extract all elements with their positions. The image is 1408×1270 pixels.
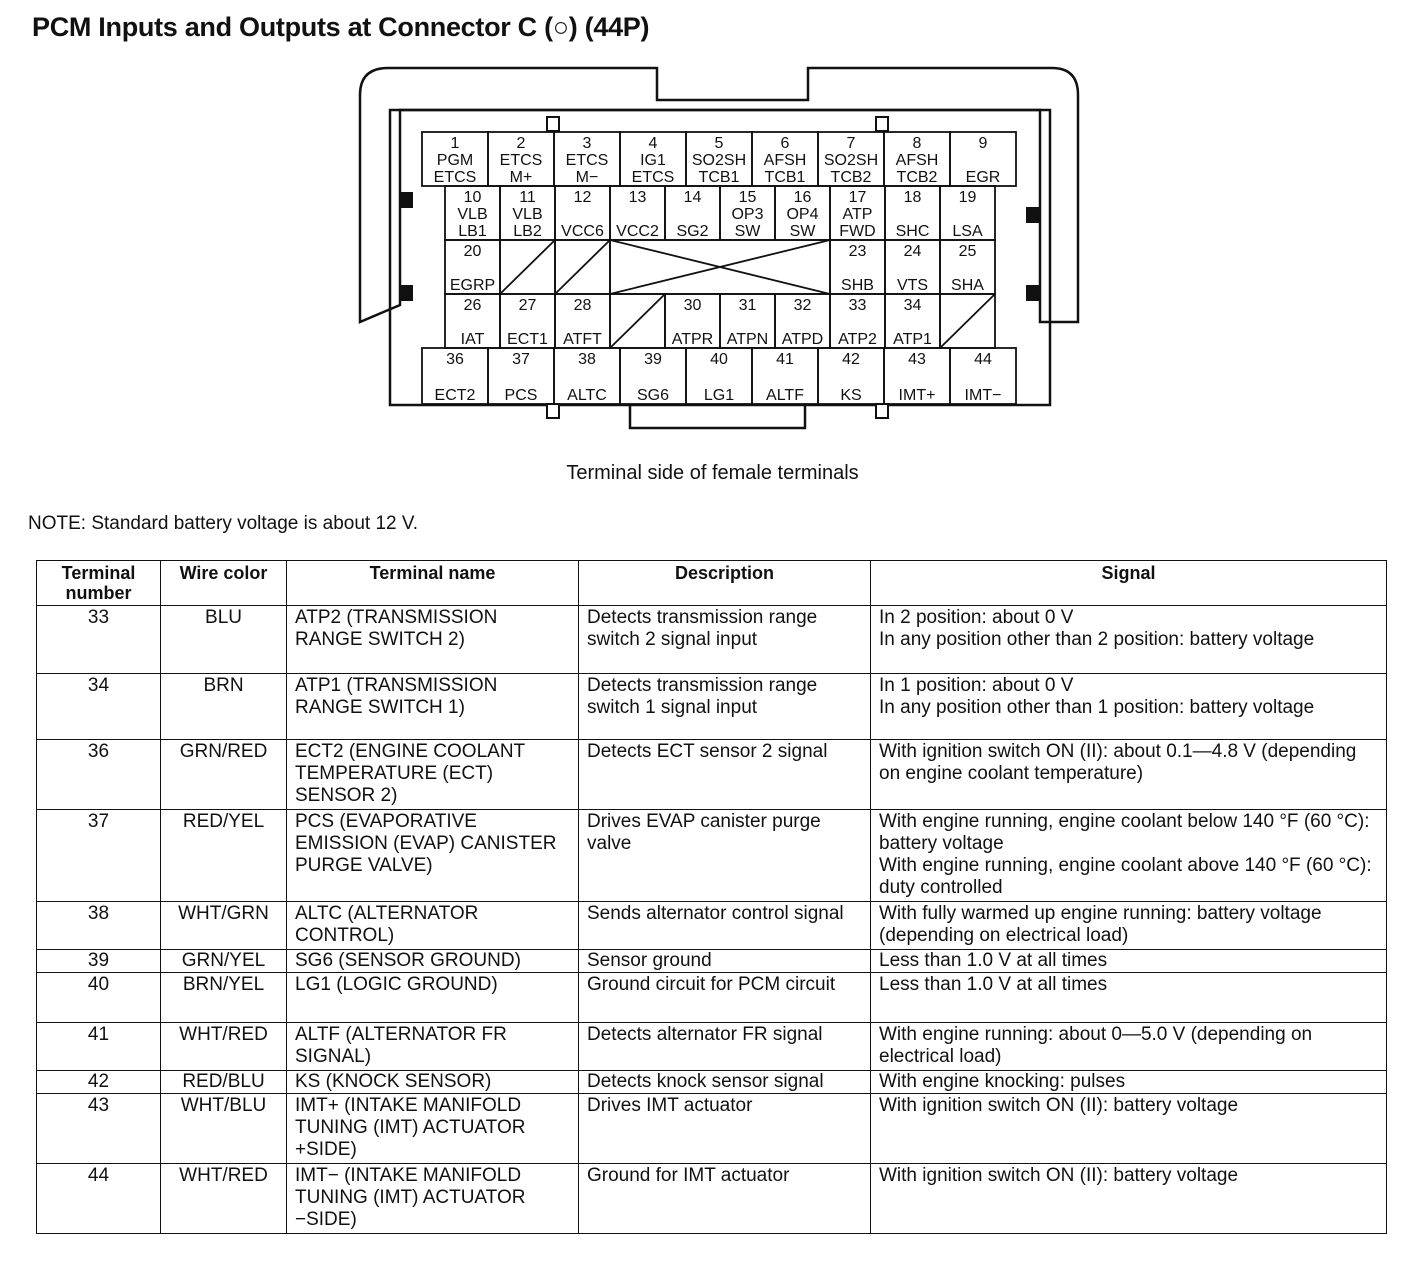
terminal-label: SHB [841, 277, 874, 294]
cell-num: 36 [37, 740, 161, 810]
terminal-label: ETCS [499, 152, 543, 169]
terminal-number: 41 [776, 351, 794, 368]
table-row [37, 674, 1387, 740]
terminal-number: 2 [516, 135, 526, 152]
table-row [37, 902, 1387, 950]
table-row [37, 1071, 1387, 1094]
terminal-number: 10 [463, 189, 482, 206]
blank-slot-mark [500, 240, 555, 294]
signal-line: With engine knocking: pulses [879, 1071, 1126, 1092]
terminal-label: SW [789, 223, 816, 240]
cell-desc: Sends alternator control signal [579, 902, 871, 950]
table-row [37, 1023, 1387, 1071]
cell-desc: Sensor ground [579, 950, 871, 973]
table-row [37, 1164, 1387, 1234]
cell-desc: Ground for IMT actuator [579, 1164, 871, 1234]
terminal-label: KS [840, 387, 862, 404]
cell-color: WHT/GRN [161, 902, 287, 950]
terminal-label: SHC [895, 223, 930, 240]
cell-desc: Detects alternator FR signal [579, 1023, 871, 1071]
terminal-label: VCC2 [616, 223, 659, 240]
signal-line: Less than 1.0 V at all times [879, 974, 1108, 995]
cell-signal [871, 1023, 1387, 1071]
cell-num: 40 [37, 973, 161, 1023]
cell-num: 42 [37, 1071, 161, 1094]
signal-line: In 1 position: about 0 V [879, 675, 1074, 696]
cell-desc: Detects transmission range switch 1 signal input [579, 674, 871, 740]
signal-line: With ignition switch ON (II): about 0.1—4.8 V (depending on engine coolant temperature) [879, 741, 1357, 784]
cell-color: BRN/YEL [161, 973, 287, 1023]
cell-num: 34 [37, 674, 161, 740]
terminal-number: 17 [848, 189, 867, 206]
terminal-label: M− [575, 169, 599, 186]
terminal-label: TCB2 [830, 169, 872, 186]
header-terminal-name: Terminal name [287, 561, 579, 606]
terminal-label: ALTC [567, 387, 607, 404]
terminal-number: 42 [842, 351, 860, 368]
terminal-label: OP3 [731, 206, 764, 223]
terminal-label: SG6 [636, 387, 670, 404]
table-row [37, 606, 1387, 674]
terminal-label: AFSH [895, 152, 939, 169]
cell-name: ATP2 (TRANSMISSION RANGE SWITCH 2) [287, 606, 579, 674]
terminal-label: VLB [512, 206, 543, 223]
cell-num: 37 [37, 810, 161, 902]
terminal-number: 33 [848, 297, 867, 314]
terminal-label: SO2SH [823, 152, 879, 169]
terminal-label: TCB1 [698, 169, 740, 186]
table-row [37, 973, 1387, 1023]
cell-color: RED/BLU [161, 1071, 287, 1094]
terminal-label: ETCS [433, 169, 477, 186]
terminal-number: 3 [582, 135, 592, 152]
terminal-label: ATPR [671, 331, 714, 348]
terminal-number: 6 [780, 135, 790, 152]
terminal-number: 7 [846, 135, 856, 152]
signal-line: With ignition switch ON (II): battery voltage [879, 1165, 1239, 1186]
terminal-label: EGRP [449, 277, 496, 294]
voltage-note: NOTE: Standard battery voltage is about 12 V. [28, 513, 419, 534]
cell-name: ALTF (ALTERNATOR FR SIGNAL) [287, 1023, 579, 1071]
terminal-number: 31 [738, 297, 757, 314]
terminal-label: SO2SH [691, 152, 747, 169]
terminal-number: 36 [446, 351, 464, 368]
terminal-label: TCB2 [896, 169, 938, 186]
header-description: Description [579, 561, 871, 606]
connector-diagram [0, 0, 1408, 460]
terminal-label: ATFT [563, 331, 602, 348]
terminal-number: 39 [644, 351, 662, 368]
cell-name: IMT− (INTAKE MANIFOLD TUNING (IMT) ACTUATOR −SIDE) [287, 1164, 579, 1234]
terminal-label: LB2 [513, 223, 542, 240]
terminal-label: ATP2 [838, 331, 877, 348]
terminal-number: 37 [512, 351, 530, 368]
cell-signal [871, 1094, 1387, 1164]
terminal-number: 30 [683, 297, 702, 314]
header-signal: Signal [871, 561, 1387, 606]
terminal-number: 14 [683, 189, 702, 206]
cell-name: ALTC (ALTERNATOR CONTROL) [287, 902, 579, 950]
terminal-label: EGR [965, 169, 1001, 186]
cell-name: ECT2 (ENGINE COOLANT TEMPERATURE (ECT) SENSOR 2) [287, 740, 579, 810]
terminal-number: 20 [463, 243, 482, 260]
cell-color: WHT/BLU [161, 1094, 287, 1164]
terminal-label: IAT [460, 331, 485, 348]
terminal-label: ECT2 [434, 387, 476, 404]
terminal-label: ATPD [781, 331, 824, 348]
header-wire-color: Wire color [161, 561, 287, 606]
cell-desc: Detects knock sensor signal [579, 1071, 871, 1094]
terminal-label: LSA [952, 223, 983, 240]
terminal-label: IG1 [640, 152, 666, 169]
cell-num: 33 [37, 606, 161, 674]
cell-num: 39 [37, 950, 161, 973]
cell-name: IMT+ (INTAKE MANIFOLD TUNING (IMT) ACTUATOR +SIDE) [287, 1094, 579, 1164]
cell-num: 43 [37, 1094, 161, 1164]
page-title: PCM Inputs and Outputs at Connector C (○) (44P) [32, 12, 650, 42]
terminal-number: 28 [573, 297, 592, 314]
cell-name: KS (KNOCK SENSOR) [287, 1071, 579, 1094]
terminal-label: VTS [896, 277, 929, 294]
terminal-number: 8 [912, 135, 922, 152]
signal-line: With fully warmed up engine running: battery voltage (depending on electrical load) [879, 903, 1322, 946]
terminal-label: TCB1 [764, 169, 806, 186]
cell-color: BRN [161, 674, 287, 740]
terminal-label: IMT+ [898, 387, 936, 404]
terminal-label: PCS [504, 387, 538, 404]
terminal-number: 32 [793, 297, 812, 314]
terminal-number: 12 [573, 189, 592, 206]
terminal-number: 26 [463, 297, 482, 314]
blank-slot-mark [940, 294, 995, 348]
table-row [37, 740, 1387, 810]
terminal-number: 5 [714, 135, 724, 152]
cell-desc: Detects ECT sensor 2 signal [579, 740, 871, 810]
terminal-number: 38 [578, 351, 596, 368]
terminal-number: 27 [518, 297, 537, 314]
terminal-number: 23 [848, 243, 867, 260]
cell-desc: Ground circuit for PCM circuit [579, 973, 871, 1023]
terminal-label: ETCS [565, 152, 609, 169]
signal-line: With engine running, engine coolant below 140 °F (60 °C): battery voltage [879, 811, 1370, 854]
cell-color: GRN/RED [161, 740, 287, 810]
signal-line: Less than 1.0 V at all times [879, 950, 1108, 971]
terminal-label: ECT1 [507, 331, 548, 348]
terminal-label: ATP [842, 206, 873, 223]
cell-signal [871, 902, 1387, 950]
cell-name: LG1 (LOGIC GROUND) [287, 973, 579, 1023]
terminal-number: 16 [793, 189, 812, 206]
terminal-label: IMT− [964, 387, 1002, 404]
terminal-label: ALTF [766, 387, 804, 404]
table-row [37, 1094, 1387, 1164]
cell-signal [871, 810, 1387, 902]
cell-signal [871, 1164, 1387, 1234]
table-row [37, 810, 1387, 902]
terminal-number: 4 [648, 135, 658, 152]
cell-signal [871, 973, 1387, 1023]
cell-name: SG6 (SENSOR GROUND) [287, 950, 579, 973]
blank-slot-mark [555, 240, 610, 294]
cell-desc: Drives IMT actuator [579, 1094, 871, 1164]
cell-desc: Drives EVAP canister purge valve [579, 810, 871, 902]
signal-line: With ignition switch ON (II): battery voltage [879, 1095, 1239, 1116]
terminal-number: 34 [903, 297, 922, 314]
cell-signal [871, 674, 1387, 740]
diagram-caption: Terminal side of female terminals [566, 462, 859, 484]
terminal-number: 18 [903, 189, 922, 206]
terminal-label: LB1 [458, 223, 487, 240]
terminal-label: AFSH [763, 152, 807, 169]
terminal-number: 44 [974, 351, 992, 368]
cell-color: RED/YEL [161, 810, 287, 902]
terminal-number: 15 [738, 189, 757, 206]
terminal-number: 19 [958, 189, 977, 206]
table-row [37, 950, 1387, 973]
cell-num: 44 [37, 1164, 161, 1234]
cell-num: 38 [37, 902, 161, 950]
signal-line: In 2 position: about 0 V [879, 607, 1074, 628]
signal-line: With engine running: about 0—5.0 V (depending on electrical load) [879, 1024, 1313, 1067]
terminal-label: SW [734, 223, 761, 240]
cell-name: PCS (EVAPORATIVE EMISSION (EVAP) CANISTER PURGE VALVE) [287, 810, 579, 902]
cell-color: BLU [161, 606, 287, 674]
terminal-number: 24 [903, 243, 922, 260]
cell-signal [871, 606, 1387, 674]
cell-signal [871, 950, 1387, 973]
terminal-number: 43 [908, 351, 926, 368]
terminal-label: SHA [951, 277, 984, 294]
terminal-number: 25 [958, 243, 977, 260]
terminal-label: ATP1 [893, 331, 932, 348]
terminal-label: LG1 [703, 387, 735, 404]
signal-line: In any position other than 1 position: battery voltage [879, 697, 1315, 718]
cell-signal [871, 740, 1387, 810]
signal-line: In any position other than 2 position: battery voltage [879, 629, 1315, 650]
cell-num: 41 [37, 1023, 161, 1071]
terminal-number: 9 [978, 135, 988, 152]
cell-color: WHT/RED [161, 1164, 287, 1234]
signal-line: With engine running, engine coolant above 140 °F (60 °C): duty controlled [879, 855, 1372, 898]
terminal-label: ATPN [726, 331, 769, 348]
terminal-number: 11 [519, 189, 536, 206]
table-header-row [37, 561, 1387, 606]
terminal-label: SG2 [676, 223, 709, 240]
blank-slot-mark [610, 294, 665, 348]
cell-signal [871, 1071, 1387, 1094]
terminal-label: VCC6 [561, 223, 604, 240]
cell-color: WHT/RED [161, 1023, 287, 1071]
cell-desc: Detects transmission range switch 2 signal input [579, 606, 871, 674]
cell-color: GRN/YEL [161, 950, 287, 973]
terminal-number: 13 [628, 189, 647, 206]
terminal-label: OP4 [786, 206, 819, 223]
header-terminal-number: Terminal number [37, 561, 161, 606]
terminal-label: ETCS [631, 169, 675, 186]
terminal-label: FWD [839, 223, 876, 240]
cell-name: ATP1 (TRANSMISSION RANGE SWITCH 1) [287, 674, 579, 740]
terminal-table [36, 560, 1387, 1234]
terminal-label: PGM [436, 152, 474, 169]
terminal-label: M+ [509, 169, 533, 186]
terminal-number: 1 [450, 135, 460, 152]
terminal-number: 40 [710, 351, 728, 368]
terminal-label: VLB [457, 206, 488, 223]
